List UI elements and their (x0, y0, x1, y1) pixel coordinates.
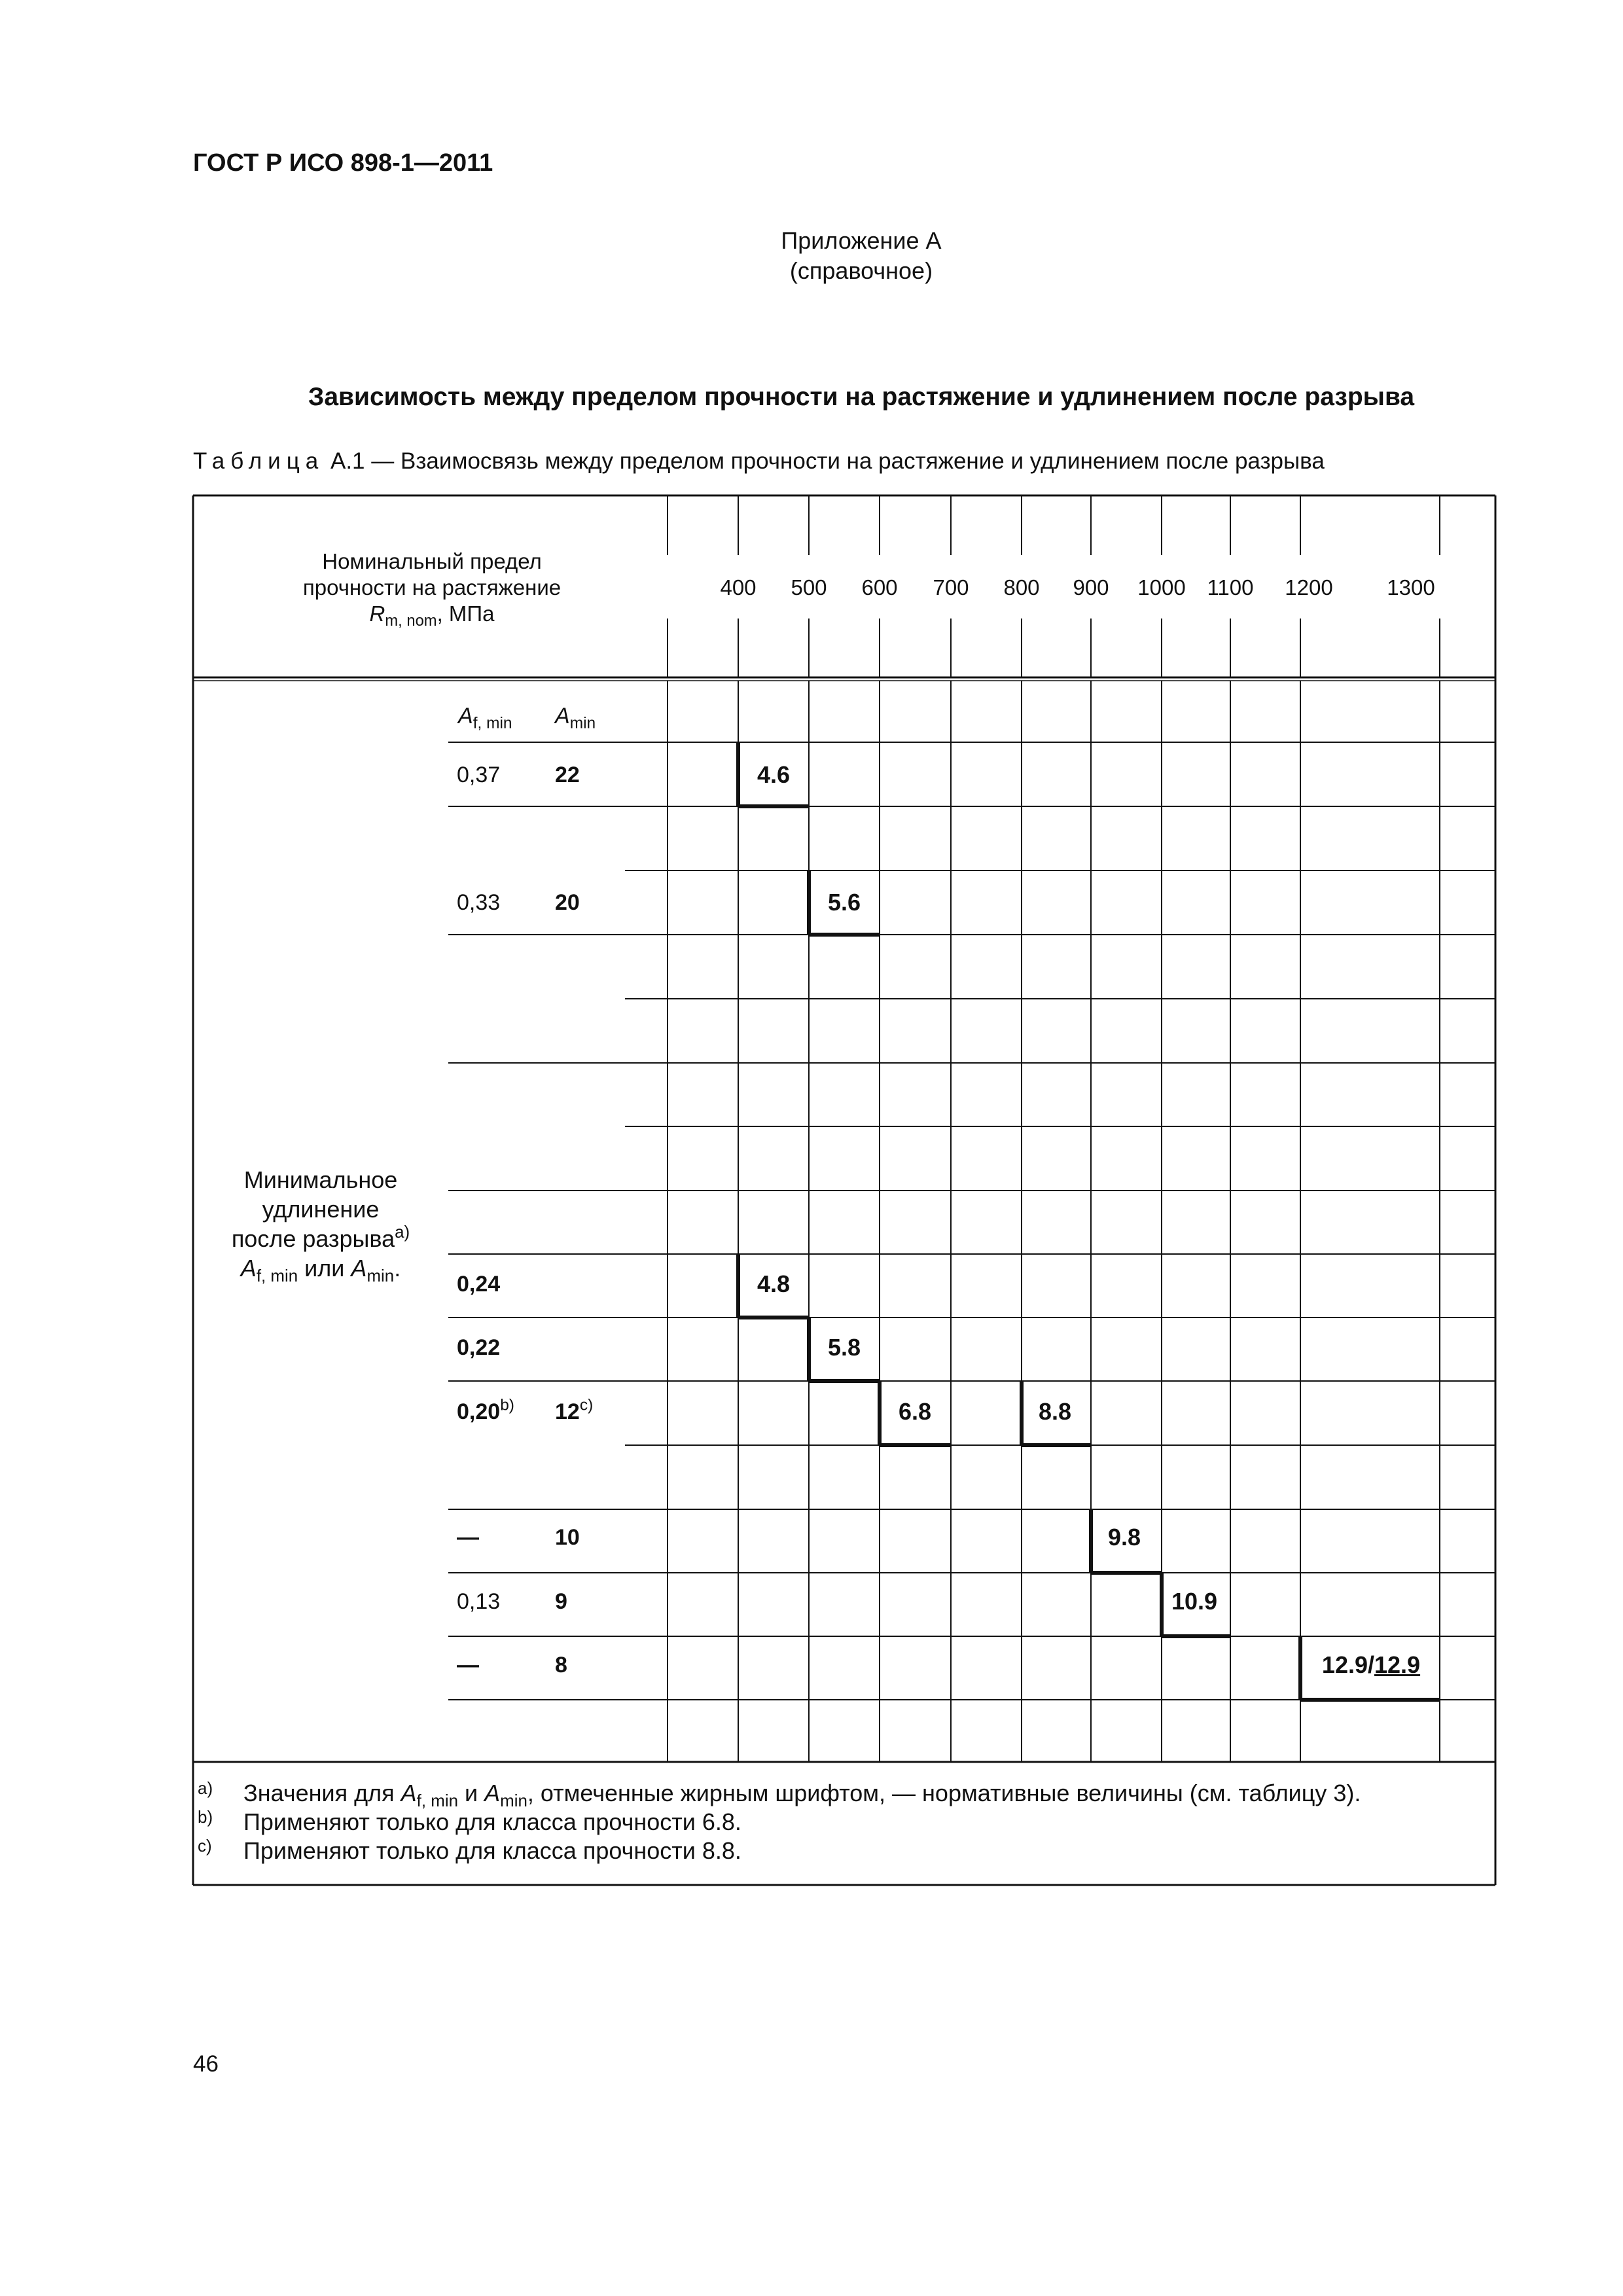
col-number-700: 700 (918, 573, 984, 603)
class-8-8: 8.8 (1038, 1398, 1072, 1425)
elongation-label-line2: удлинение (262, 1196, 380, 1223)
row-af-1: 0,33 (457, 890, 501, 915)
col-head-af: $A_{f, min}$ (458, 704, 512, 732)
note-a: a) Значения для $A_{f, min}$ и $A_{min}$, отмеченные жирным шрифтом, — нормативные величины (см. таблицу 3). (198, 1778, 1361, 1810)
class-4-8: 4.8 (757, 1270, 791, 1297)
col-number-500: 500 (776, 573, 842, 603)
class-9-8: 9.8 (1107, 1524, 1141, 1551)
col-number-1100: 1100 (1198, 573, 1263, 603)
col-number-900: 900 (1058, 573, 1124, 603)
annex-status: (справочное) (789, 257, 933, 284)
table-notes (198, 1778, 1361, 1865)
row-amin-0: 22 (555, 762, 580, 787)
header-label (193, 548, 671, 630)
elongation-label-line3: после разрыва$^{a)}$ (231, 1223, 410, 1252)
table-caption-number: А.1 (330, 448, 365, 474)
col-head-amin: $A_{min}$ (555, 704, 596, 732)
class-4-6: 4.6 (757, 761, 791, 788)
page-number: 46 (193, 2051, 219, 2077)
note-c: c) Применяют только для класса прочности 8.8. (198, 1836, 741, 1864)
header-label-line1: Номинальный предел (322, 549, 542, 573)
row-af-3: 0,22 (457, 1335, 501, 1360)
class-10-9: 10.9 (1171, 1588, 1218, 1615)
col-number-1000: 1000 (1129, 573, 1194, 603)
row-af-7: — (457, 1653, 479, 1677)
header-symbol: R (369, 601, 385, 626)
row-af-5: — (457, 1525, 479, 1550)
row-amin-1: 20 (555, 890, 580, 915)
header-unit: , МПа (437, 601, 495, 626)
col-number-800: 800 (989, 573, 1054, 603)
table-caption-prefix: Таблица (193, 448, 325, 474)
elongation-label-line1: Минимальное (243, 1166, 398, 1193)
class-6-8: 6.8 (898, 1398, 932, 1425)
elongation-label (193, 1165, 448, 1283)
row-af-0: 0,37 (457, 762, 501, 787)
class-12-9: 12.9/12.9 (1321, 1651, 1421, 1678)
header-label-line3 (193, 601, 671, 630)
col-number-600: 600 (847, 573, 912, 603)
annex-heading: Зависимость между пределом прочности на растяжение и удлинением после разрыва (308, 383, 1415, 411)
annex-label: Приложение А (781, 227, 942, 254)
row-amin-4: 12$^{c)}$ (555, 1396, 594, 1424)
class-5-8: 5.8 (827, 1334, 861, 1361)
header-symbol-sub: m, nom (385, 612, 437, 630)
row-af-2: 0,24 (457, 1272, 501, 1297)
table-caption-text: — Взаимосвязь между пределом прочности на растяжение и удлинением после разрыва (371, 448, 1325, 474)
class-5-6: 5.6 (827, 889, 861, 916)
row-amin-7: 8 (555, 1653, 567, 1677)
header-label-line2: прочности на растяжение (302, 575, 562, 600)
row-af-4: 0,20$^{b)}$ (457, 1396, 514, 1424)
row-af-6: 0,13 (457, 1589, 501, 1614)
col-number-400: 400 (705, 573, 771, 603)
note-b: b) Применяют только для класса прочности 6.8. (198, 1807, 741, 1835)
row-amin-6: 9 (555, 1589, 567, 1614)
elongation-label-line4: $A_{f, min}$ или $A_{min}$. (240, 1255, 401, 1285)
row-amin-5: 10 (555, 1525, 580, 1550)
col-number-1300: 1300 (1378, 573, 1444, 603)
document-id: ГОСТ Р ИСО 898-1—2011 (193, 149, 493, 177)
col-number-1200: 1200 (1276, 573, 1342, 603)
